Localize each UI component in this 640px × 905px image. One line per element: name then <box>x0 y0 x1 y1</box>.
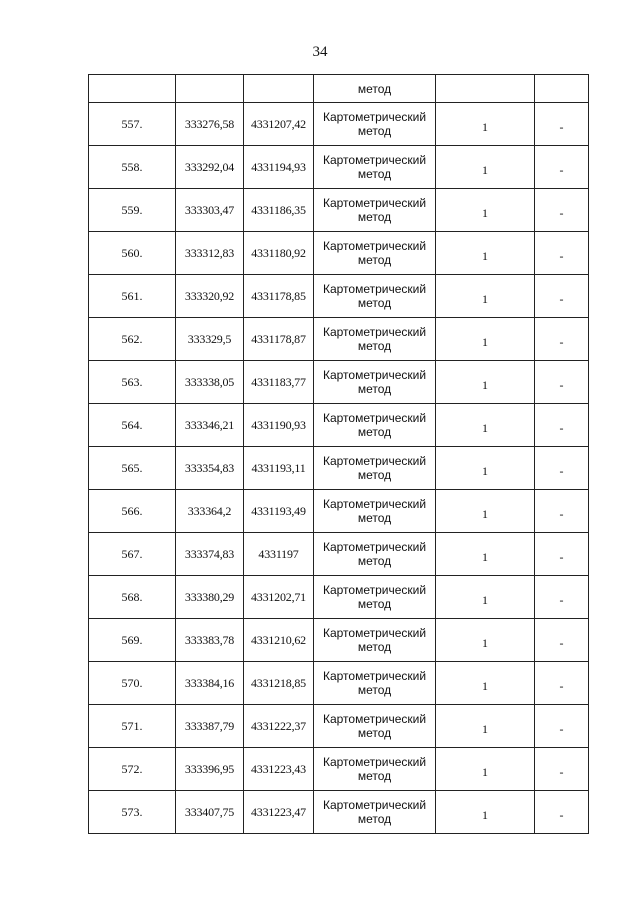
y-coordinate-cell <box>244 75 314 103</box>
description-cell <box>535 576 589 619</box>
description-value: - <box>559 335 564 349</box>
method-line-2: метод <box>357 597 392 611</box>
method-cell <box>314 447 436 490</box>
point-number-cell: 573. <box>89 791 176 834</box>
accuracy-cell <box>436 748 535 791</box>
method-cell <box>314 318 436 361</box>
y-coordinate-cell: 4331218,85 <box>244 662 314 705</box>
y-coordinate-cell: 4331207,42 <box>244 103 314 146</box>
method-line-1: Картометрический <box>322 325 427 339</box>
method-cell <box>314 748 436 791</box>
description-value: - <box>559 464 564 478</box>
description-value: - <box>559 679 564 693</box>
x-coordinate-cell: 333364,2 <box>176 490 244 533</box>
y-coordinate-cell: 4331222,37 <box>244 705 314 748</box>
accuracy-cell <box>436 103 535 146</box>
table-row <box>89 275 589 318</box>
method-line-2: метод <box>357 167 392 181</box>
method-line-1: Картометрический <box>322 626 427 640</box>
accuracy-value: 1 <box>482 335 488 349</box>
accuracy-cell <box>436 533 535 576</box>
description-cell <box>535 705 589 748</box>
coordinates-table-body <box>89 75 589 834</box>
method-line-2: метод <box>357 253 392 267</box>
description-value: - <box>559 292 564 306</box>
description-value: - <box>559 378 564 392</box>
description-cell <box>535 75 589 103</box>
method-line-1: Картометрический <box>322 411 427 425</box>
y-coordinate-cell: 4331178,85 <box>244 275 314 318</box>
method-cell: метод <box>314 75 436 103</box>
description-value: - <box>559 808 564 822</box>
table-row <box>89 404 589 447</box>
accuracy-cell <box>436 705 535 748</box>
accuracy-value: 1 <box>482 765 488 779</box>
description-value: - <box>559 421 564 435</box>
x-coordinate-cell: 333374,83 <box>176 533 244 576</box>
x-coordinate-cell: 333312,83 <box>176 232 244 275</box>
method-line-2: метод <box>357 640 392 654</box>
y-coordinate-cell: 4331183,77 <box>244 361 314 404</box>
method-line-2: метод <box>357 769 392 783</box>
method-line-1: Картометрический <box>322 282 427 296</box>
description-cell <box>535 404 589 447</box>
description-value: - <box>559 636 564 650</box>
method-line-1: Картометрический <box>322 239 427 253</box>
accuracy-value: 1 <box>482 421 488 435</box>
method-line-2: метод <box>357 468 392 482</box>
coordinates-table <box>88 74 589 834</box>
point-number-cell: 567. <box>89 533 176 576</box>
method-line-2: метод <box>357 382 392 396</box>
y-coordinate-cell: 4331193,49 <box>244 490 314 533</box>
method-line-2: метод <box>357 511 392 525</box>
table-row <box>89 576 589 619</box>
point-number-cell: 566. <box>89 490 176 533</box>
point-number-cell: 569. <box>89 619 176 662</box>
description-value: - <box>559 765 564 779</box>
accuracy-value: 1 <box>482 292 488 306</box>
accuracy-value: 1 <box>482 679 488 693</box>
method-line-1: Картометрический <box>322 196 427 210</box>
y-coordinate-cell: 4331197 <box>244 533 314 576</box>
accuracy-value: 1 <box>482 722 488 736</box>
x-coordinate-cell: 333329,5 <box>176 318 244 361</box>
accuracy-value: 1 <box>482 120 488 134</box>
table-row <box>89 103 589 146</box>
description-cell <box>535 490 589 533</box>
accuracy-cell <box>436 318 535 361</box>
accuracy-value: 1 <box>482 550 488 564</box>
x-coordinate-cell: 333338,05 <box>176 361 244 404</box>
method-cell <box>314 361 436 404</box>
method-cell <box>314 490 436 533</box>
method-line-2: метод <box>357 210 392 224</box>
accuracy-value: 1 <box>482 163 488 177</box>
table-row <box>89 189 589 232</box>
table-row <box>89 318 589 361</box>
x-coordinate-cell: 333292,04 <box>176 146 244 189</box>
method-line-2: метод <box>357 425 392 439</box>
method-line-1: Картометрический <box>322 368 427 382</box>
description-cell <box>535 748 589 791</box>
table-row <box>89 146 589 189</box>
y-coordinate-cell: 4331180,92 <box>244 232 314 275</box>
x-coordinate-cell: 333380,29 <box>176 576 244 619</box>
description-value: - <box>559 206 564 220</box>
method-line-2: метод <box>357 554 392 568</box>
method-line-1: Картометрический <box>322 712 427 726</box>
table-row <box>89 490 589 533</box>
page-number: 34 <box>312 44 328 60</box>
x-coordinate-cell: 333407,75 <box>176 791 244 834</box>
method-cell <box>314 189 436 232</box>
y-coordinate-cell: 4331178,87 <box>244 318 314 361</box>
method-line-1: Картометрический <box>322 497 427 511</box>
method-cell <box>314 619 436 662</box>
table-row <box>89 533 589 576</box>
continuation-row <box>89 75 589 103</box>
accuracy-cell <box>436 275 535 318</box>
y-coordinate-cell: 4331190,93 <box>244 404 314 447</box>
point-number-cell: 570. <box>89 662 176 705</box>
point-number-cell: 559. <box>89 189 176 232</box>
description-cell <box>535 189 589 232</box>
accuracy-value: 1 <box>482 808 488 822</box>
description-value: - <box>559 249 564 263</box>
accuracy-value: 1 <box>482 636 488 650</box>
y-coordinate-cell: 4331194,93 <box>244 146 314 189</box>
accuracy-value: 1 <box>482 593 488 607</box>
method-cell <box>314 533 436 576</box>
description-value: - <box>559 722 564 736</box>
accuracy-value: 1 <box>482 507 488 521</box>
x-coordinate-cell <box>176 75 244 103</box>
table-row <box>89 619 589 662</box>
point-number-cell: 560. <box>89 232 176 275</box>
description-cell <box>535 103 589 146</box>
table-row <box>89 705 589 748</box>
description-cell <box>535 275 589 318</box>
method-line-1: Картометрический <box>322 669 427 683</box>
method-cell <box>314 404 436 447</box>
method-line-1: Картометрический <box>322 540 427 554</box>
accuracy-value: 1 <box>482 378 488 392</box>
table-row <box>89 447 589 490</box>
x-coordinate-cell: 333303,47 <box>176 189 244 232</box>
accuracy-cell <box>436 619 535 662</box>
method-cell <box>314 662 436 705</box>
accuracy-cell <box>436 576 535 619</box>
description-cell <box>535 533 589 576</box>
method-line-1: Картометрический <box>322 755 427 769</box>
method-line-1: Картометрический <box>322 153 427 167</box>
description-cell <box>535 232 589 275</box>
x-coordinate-cell: 333354,83 <box>176 447 244 490</box>
y-coordinate-cell: 4331210,62 <box>244 619 314 662</box>
table-row <box>89 662 589 705</box>
table-row <box>89 748 589 791</box>
accuracy-value: 1 <box>482 464 488 478</box>
description-value: - <box>559 163 564 177</box>
accuracy-cell <box>436 361 535 404</box>
accuracy-cell <box>436 404 535 447</box>
method-cell <box>314 791 436 834</box>
description-value: - <box>559 593 564 607</box>
description-cell <box>535 447 589 490</box>
method-line-1: Картометрический <box>322 583 427 597</box>
method-cell <box>314 103 436 146</box>
description-cell <box>535 318 589 361</box>
accuracy-cell <box>436 146 535 189</box>
method-line-1: Картометрический <box>322 110 427 124</box>
description-cell <box>535 791 589 834</box>
point-number-cell: 568. <box>89 576 176 619</box>
table-row <box>89 361 589 404</box>
description-value: - <box>559 120 564 134</box>
y-coordinate-cell: 4331202,71 <box>244 576 314 619</box>
method-line-2: метод <box>357 812 392 826</box>
description-value: - <box>559 507 564 521</box>
x-coordinate-cell: 333276,58 <box>176 103 244 146</box>
accuracy-value: 1 <box>482 206 488 220</box>
method-line-2: метод <box>357 339 392 353</box>
method-cell <box>314 576 436 619</box>
description-cell <box>535 662 589 705</box>
method-cell <box>314 232 436 275</box>
accuracy-cell <box>436 490 535 533</box>
accuracy-cell <box>436 791 535 834</box>
method-line-1: Картометрический <box>322 798 427 812</box>
accuracy-value: 1 <box>482 249 488 263</box>
point-number-cell: 562. <box>89 318 176 361</box>
accuracy-cell <box>436 662 535 705</box>
point-number-cell: 572. <box>89 748 176 791</box>
point-number-cell: 561. <box>89 275 176 318</box>
method-line-2: метод <box>357 124 392 138</box>
x-coordinate-cell: 333384,16 <box>176 662 244 705</box>
method-cell <box>314 146 436 189</box>
table-row <box>89 791 589 834</box>
description-value: - <box>559 550 564 564</box>
y-coordinate-cell: 4331223,43 <box>244 748 314 791</box>
x-coordinate-cell: 333320,92 <box>176 275 244 318</box>
accuracy-cell <box>436 232 535 275</box>
description-cell <box>535 361 589 404</box>
accuracy-cell <box>436 447 535 490</box>
method-line-2: метод <box>357 726 392 740</box>
method-line-2: метод <box>357 683 392 697</box>
accuracy-cell <box>436 189 535 232</box>
accuracy-cell <box>436 75 535 103</box>
y-coordinate-cell: 4331193,11 <box>244 447 314 490</box>
method-cell <box>314 275 436 318</box>
point-number-cell: 563. <box>89 361 176 404</box>
description-cell <box>535 619 589 662</box>
point-number-cell: 571. <box>89 705 176 748</box>
x-coordinate-cell: 333387,79 <box>176 705 244 748</box>
x-coordinate-cell: 333383,78 <box>176 619 244 662</box>
description-cell <box>535 146 589 189</box>
method-cell <box>314 705 436 748</box>
point-number-cell <box>89 75 176 103</box>
point-number-cell: 558. <box>89 146 176 189</box>
y-coordinate-cell: 4331186,35 <box>244 189 314 232</box>
point-number-cell: 565. <box>89 447 176 490</box>
table-row <box>89 232 589 275</box>
x-coordinate-cell: 333346,21 <box>176 404 244 447</box>
method-line-1: Картометрический <box>322 454 427 468</box>
y-coordinate-cell: 4331223,47 <box>244 791 314 834</box>
point-number-cell: 564. <box>89 404 176 447</box>
method-line-2: метод <box>357 296 392 310</box>
point-number-cell: 557. <box>89 103 176 146</box>
x-coordinate-cell: 333396,95 <box>176 748 244 791</box>
